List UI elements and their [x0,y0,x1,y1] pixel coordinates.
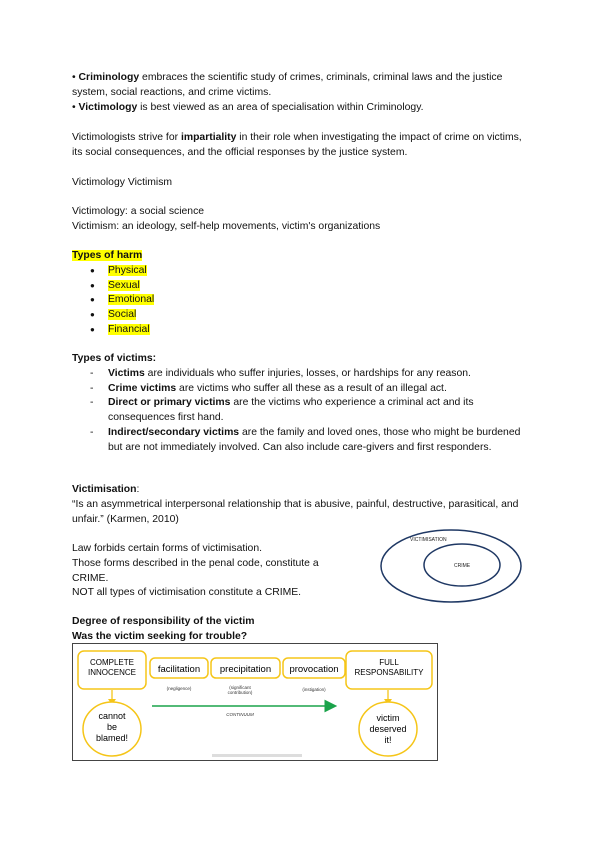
facilitation-label: facilitation [157,664,201,675]
complete-innocence-label: COMPLETE INNOCENCE [87,658,137,677]
precipitation-label: precipitation [219,664,272,675]
trouble-question: Was the victim seeking for trouble? [72,630,248,642]
impartiality-paragraph [72,131,532,161]
continuum-label: CONTINUUM [226,712,254,717]
crime-label: CRIME [454,563,471,569]
victims-heading: Types of victims: [72,353,157,364]
victimology-text: is best viewed as an area of specialisation within Criminology. [137,101,424,113]
harm-heading: Types of harm [72,250,143,261]
responsibility-headings [72,615,532,645]
intro-bullets [72,71,532,115]
responsibility-heading: Degree of responsibility of the victim [72,616,255,627]
criminology-term: Criminology [78,72,140,83]
law-line-1: Law forbids certain forms of victimisation. [72,543,262,554]
victimology-term: Victimology [78,101,138,113]
victimology-victimism-line: Victimology Victimism [72,177,173,188]
list-item: - Indirect/secondary victims are the family and loved ones, those who might be burdened but are not immediately involved. Can also include care-givers and first responders. [72,426,527,456]
instigation-note: (instigation) [302,687,326,692]
victimology-definition: Victimology: a social science [72,206,205,217]
victims-section [72,352,527,456]
impartiality-term: impartiality [180,132,237,143]
law-line-2: Those forms described in the penal code, constitute a CRIME. [72,557,319,584]
full-responsability-label: FULL RESPONSABILITY [354,658,424,677]
list-item: - Crime victims are victims who suffer all these as a result of an illegal act. [72,382,527,397]
victimisation-quote: “Is an asymmetrical interpersonal relationship that is abusive, painful, destructive, parasitical, and unfair.” (Karmen, 2010) [72,498,519,525]
faint-caption [212,754,302,757]
list-item: ● Emotional [72,293,532,308]
impartiality-pre: Victimologists strive for [72,132,181,143]
criminology-text: embraces the scientific study of crimes, criminals, criminal laws and the justice system, social reactions, and crime victims. [72,72,503,98]
victimisation-crime-diagram [378,527,524,605]
impartiality-post: in their role when investigating the impact of crime on victims, its social consequences, and the official responses by the justice system. [72,132,522,158]
criminology-bullet: • Criminology embraces the scientific study of crimes, criminals, criminal laws and the justice system, social reactions, and crime victims. [72,72,503,98]
law-line-3: NOT all types of victimisation constitute a CRIME. [72,587,302,599]
significant-contribution-note: (significant contribution) [227,685,253,695]
list-item: ● Social [72,308,532,323]
list-item: ● Physical [72,264,532,279]
victimisation-label: VICTIMISATION [410,537,447,543]
list-item: - Victims are individuals who suffer injuries, losses, or hardships for any reason. [72,367,527,382]
cannot-be-blamed-label: cannot be blamed! [95,711,129,743]
list-item: ● Financial [72,323,532,338]
negligence-note: (negligence) [166,686,192,691]
harm-list [72,264,532,338]
definitions [72,205,532,235]
list-item: ● Sexual [72,279,532,294]
victimology-bullet: • Victimology is best viewed as an area of specialisation within Criminology. [72,101,424,113]
victim-deserved-it-label: victim deserved it! [369,713,407,745]
victimisation-heading: Victimisation [72,484,137,495]
law-paragraph [72,542,347,601]
provocation-label: provocation [289,664,339,675]
harm-section [72,249,532,338]
victims-list [72,367,527,456]
list-item: - Direct or primary victims are the victims who experience a criminal act and its consequences first hand. [72,396,527,426]
responsibility-continuum-diagram [72,643,438,761]
victimisation-section: Victimisation: “Is an asymmetrical interpersonal relationship that is abusive, painful, destructive, parasitical, and unfair.” (Karmen, 2010) [72,483,534,527]
victimism-definition: Victimism: an ideology, self-help movements, victim's organizations [72,220,381,232]
